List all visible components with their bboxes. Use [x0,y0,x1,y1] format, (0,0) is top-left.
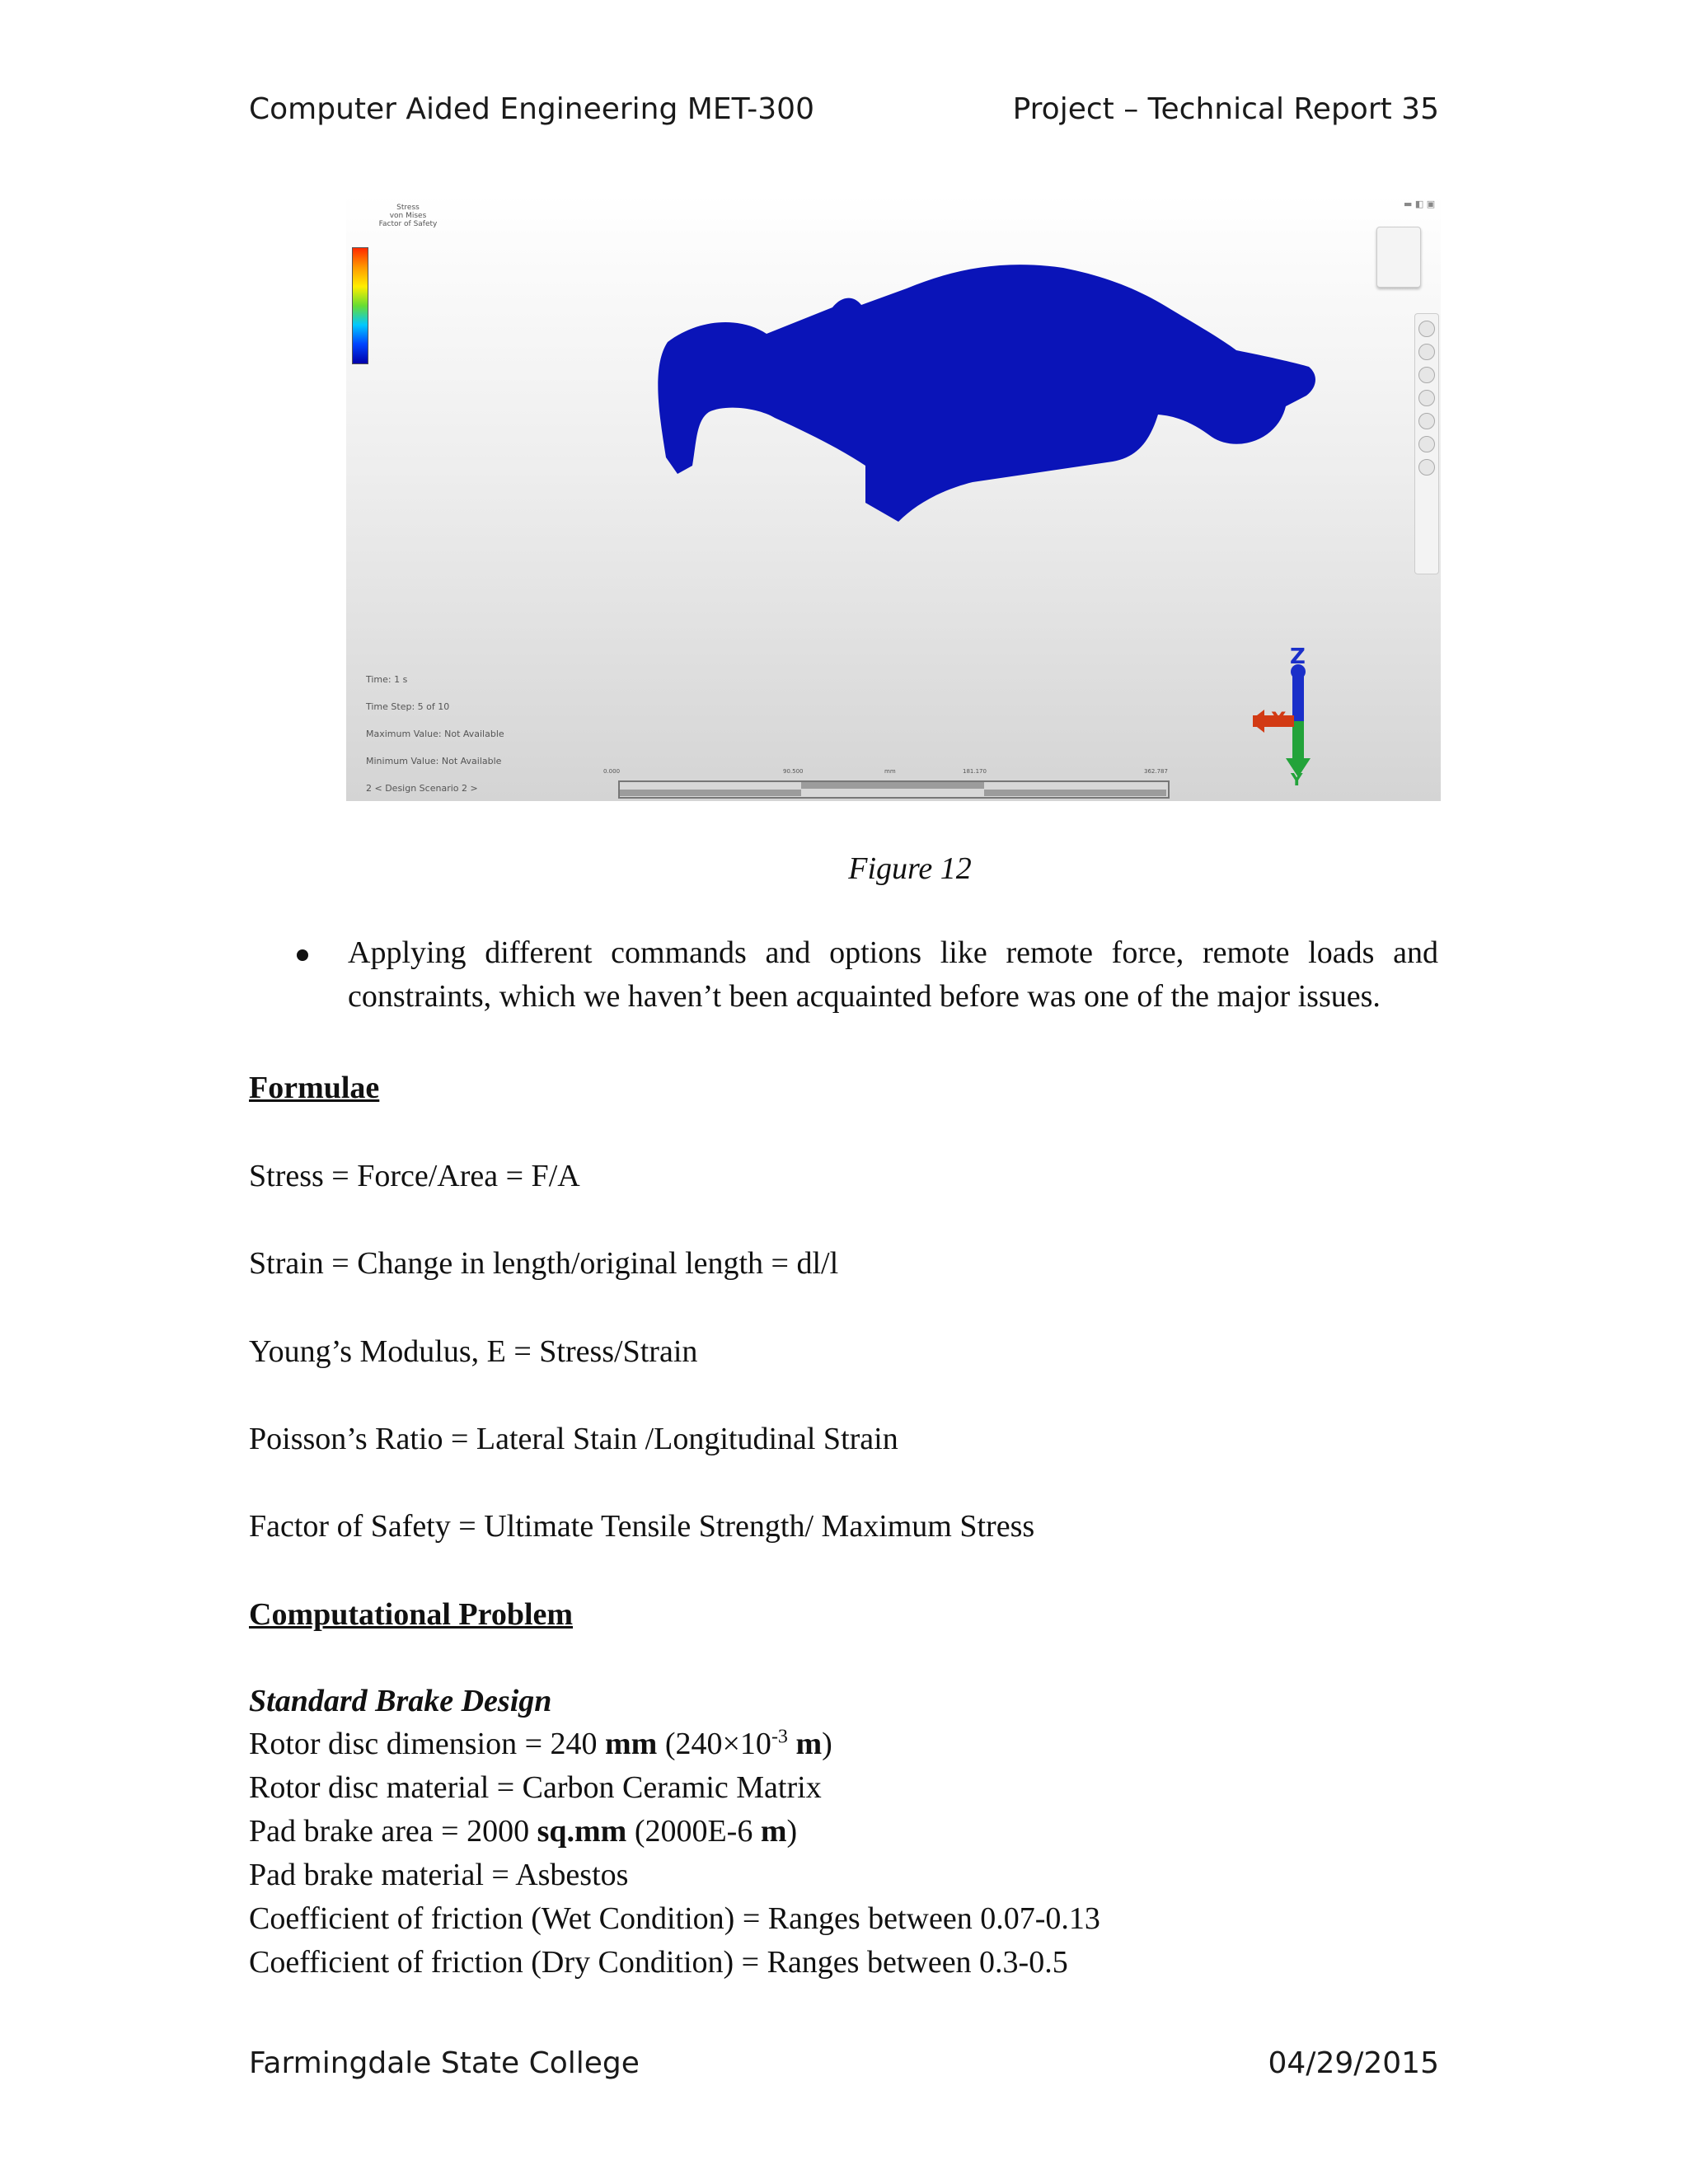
info-time: Time: 1 s [366,674,408,685]
formula-strain: Strain = Change in length/original length = dl/l [249,1246,839,1281]
brake-design-subheading: Standard Brake Design [249,1684,552,1718]
rotor-dimension-close: ) [822,1727,832,1761]
info-design-scenario[interactable]: 2 < Design Scenario 2 > [366,783,478,794]
cof-dry-line: Coefficient of friction (Dry Condition) = Ranges between 0.3-0.5 [249,1945,1068,1980]
legend-title-line: Factor of Safety [378,220,438,228]
info-max-value: Maximum Value: Not Available [366,729,504,739]
rotor-dimension-exponent: -3 [771,1726,788,1748]
rotor-dimension-unit-si: m [787,1727,823,1761]
window-controls-icon: ▬ ◧ ▣ [1404,199,1436,209]
pad-area-line [249,1813,797,1849]
scale-tick: mm [884,768,896,775]
header-course-title: Computer Aided Engineering MET-300 [249,92,814,126]
footer-date: 04/29/2015 [1268,2046,1439,2080]
scale-tick: 0.000 [603,768,621,775]
rotor-dimension-conversion: (240×10 [657,1727,771,1761]
formula-poissons-ratio: Poisson’s Ratio = Lateral Stain /Longitudinal Strain [249,1422,898,1456]
pad-area-label: Pad brake area = 2000 [249,1814,537,1849]
cof-wet-line: Coefficient of friction (Wet Condition) = Ranges between 0.07-0.13 [249,1901,1100,1936]
formula-stress: Stress = Force/Area = F/A [249,1159,580,1193]
x-axis-label: X [1271,708,1287,731]
formula-factor-of-safety: Factor of Safety = Ultimate Tensile Strength/ Maximum Stress [249,1509,1035,1544]
info-min-value: Minimum Value: Not Available [366,756,502,766]
bullet-paragraph: Applying different commands and options like remote force, remote loads and constraints, which we haven’t been acquainted before was one of the major issues. [348,935,1438,1014]
scale-bar [618,780,1170,799]
scale-tick: 90.500 [783,768,804,775]
y-axis-label: Y [1291,770,1303,787]
computational-heading: Computational Problem [249,1597,574,1632]
pad-area-conversion: (2000E-6 [626,1814,761,1849]
bullet-icon [297,949,308,961]
rotor-dimension-line [249,1726,832,1762]
pad-material-line: Pad brake material = Asbestos [249,1858,629,1892]
pad-area-unit-si: m [760,1814,787,1849]
car-body-shape [658,265,1315,522]
rotor-dimension-unit: mm [605,1727,658,1761]
pad-area-unit: sq.mm [537,1814,627,1849]
header-page-label: Project – Technical Report 35 [1012,92,1439,126]
scale-bar-segment [620,790,801,796]
figure-caption: Figure 12 [848,851,972,886]
z-axis-label: Z [1290,644,1306,669]
simulation-figure [346,194,1441,801]
formula-youngs-modulus: Young’s Modulus, E = Stress/Strain [249,1334,698,1369]
rotor-dimension-label: Rotor disc dimension = 240 [249,1727,606,1761]
legend-title-line: von Mises [389,212,427,220]
legend-title-line: Stress [396,204,420,212]
formulae-heading: Formulae [249,1071,380,1105]
pad-area-close: ) [786,1814,798,1849]
footer-institution: Farmingdale State College [249,2046,640,2080]
orientation-triad-icon [1253,639,1368,787]
info-time-step: Time Step: 5 of 10 [366,701,450,712]
scale-bar-segment [801,782,984,789]
scale-bar-segment [984,790,1166,796]
scale-tick: 362.787 [1144,768,1168,775]
scale-tick: 181.170 [963,768,987,775]
rotor-material-line: Rotor disc material = Carbon Ceramic Matrix [249,1770,822,1805]
